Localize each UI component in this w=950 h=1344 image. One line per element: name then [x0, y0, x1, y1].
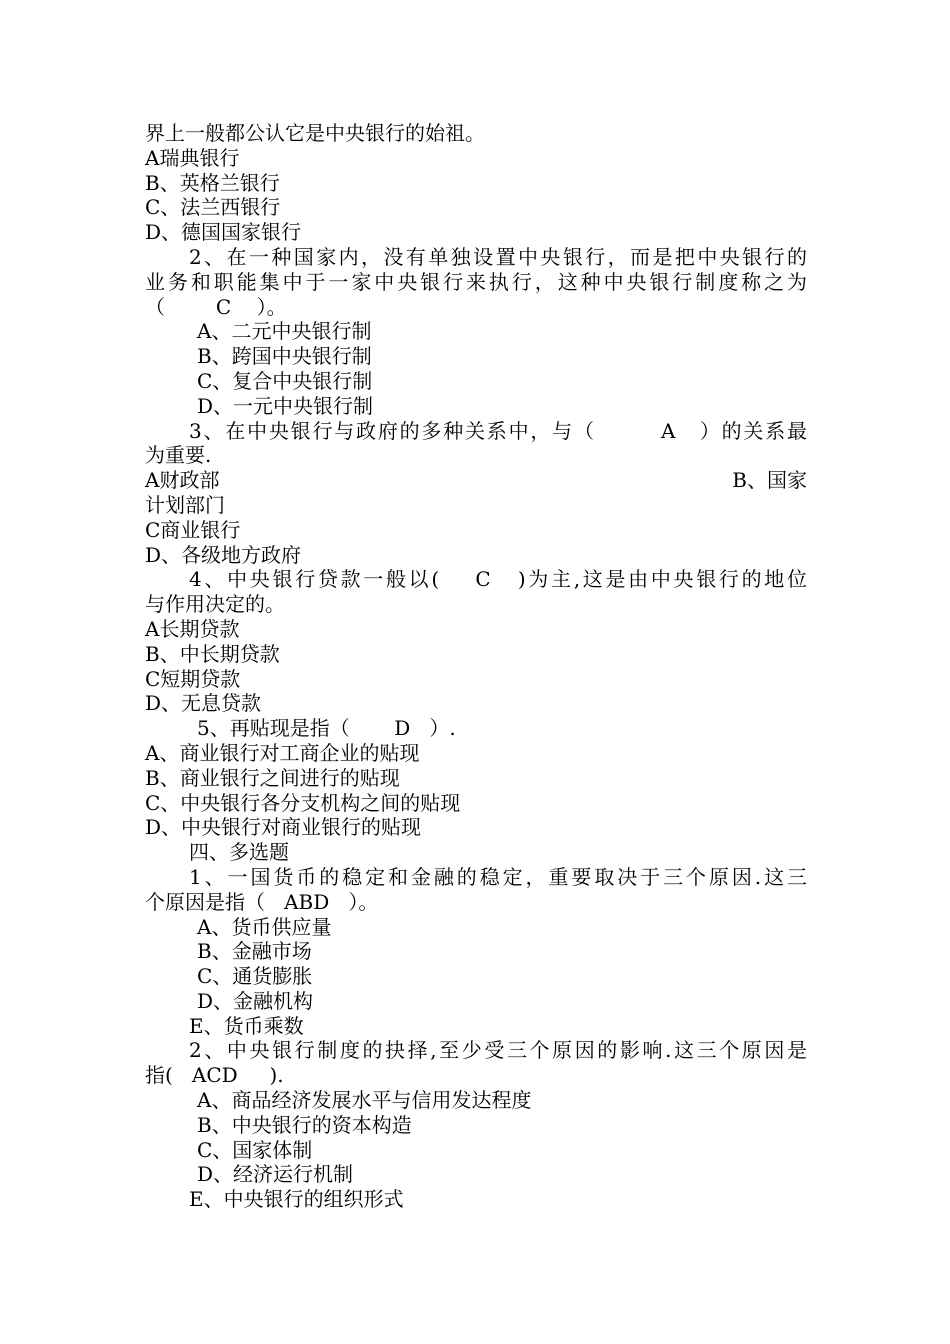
m1-stem-line2: 个原因是指（ ABD ）。: [145, 889, 379, 914]
q1-option-c: C、法兰西银行: [145, 195, 281, 220]
m2-option-b: B、中央银行的资本构造: [197, 1112, 412, 1137]
q4-option-a: A长期贷款: [145, 616, 240, 641]
m1-option-b: B、金融市场: [197, 939, 312, 964]
q3-option-d: D、各级地方政府: [145, 542, 302, 567]
q5-option-d: D、中央银行对商业银行的贴现: [145, 815, 422, 840]
q4-option-b: B、中长期贷款: [145, 641, 280, 666]
q3-stem-line1: 3、在中央银行与政府的多种关系中，与（ A ）的关系最: [189, 418, 807, 443]
section-heading: 四、多选题: [189, 840, 289, 865]
m2-option-a: A、商品经济发展水平与信用发达程度: [197, 1088, 532, 1113]
q3-option-a: A财政部: [145, 468, 220, 493]
m1-option-d: D、金融机构: [197, 988, 314, 1013]
q2-stem-line1: 2、在一种国家内，没有单独设置中央银行，而是把中央银行的: [189, 244, 807, 269]
m2-option-d: D、经济运行机制: [197, 1162, 354, 1187]
m2-option-e: E、中央银行的组织形式: [189, 1187, 404, 1212]
q4-stem-line2: 与作用决定的。: [145, 592, 285, 617]
q3-option-b-part2: 计划部门: [145, 492, 225, 517]
m2-option-c: C、国家体制: [197, 1137, 313, 1162]
m2-stem-line2: 指( ACD ).: [145, 1063, 284, 1088]
m2-stem-line1: 2、中央银行制度的抉择,至少受三个原因的影响.这三个原因是: [189, 1038, 807, 1063]
m1-stem-line1: 1、一国货币的稳定和金融的稳定，重要取决于三个原因.这三: [189, 864, 807, 889]
q4-stem-line1: 4、中央银行贷款一般以( C )为主,这是由中央银行的地位: [189, 567, 807, 592]
q3-option-b-part1: B、国家: [732, 468, 807, 493]
q3-option-row: [145, 468, 807, 493]
q4-option-c: C短期贷款: [145, 666, 241, 691]
q5-option-b: B、商业银行之间进行的贴现: [145, 765, 400, 790]
q3-option-c: C商业银行: [145, 517, 241, 542]
document-page: [145, 121, 807, 1212]
q2-option-c: C、复合中央银行制: [197, 368, 373, 393]
q2-option-d: D、一元中央银行制: [197, 393, 374, 418]
q1-option-a: A瑞典银行: [145, 145, 240, 170]
q2-stem-line2: 业务和职能集中于一家中央银行来执行，这种中央银行制度称之为: [145, 269, 807, 294]
q2-stem-line3: （ C ）。: [145, 294, 287, 319]
q5-option-c: C、中央银行各分支机构之间的贴现: [145, 790, 461, 815]
m1-option-e: E、货币乘数: [189, 1013, 304, 1038]
q4-option-d: D、无息贷款: [145, 691, 262, 716]
q1-stem-tail: 界上一般都公认它是中央银行的始祖。: [145, 121, 485, 145]
q5-stem: 5、再贴现是指（ D ）.: [197, 716, 456, 741]
q1-option-b: B、英格兰银行: [145, 170, 280, 195]
m1-option-c: C、通货膨胀: [197, 964, 313, 989]
q5-option-a: A、商业银行对工商企业的贴现: [145, 740, 420, 765]
q2-option-b: B、跨国中央银行制: [197, 344, 372, 369]
q3-stem-line2: 为重要.: [145, 443, 212, 468]
q1-option-d: D、德国国家银行: [145, 220, 302, 245]
m1-option-a: A、货币供应量: [197, 914, 332, 939]
q2-option-a: A、二元中央银行制: [197, 319, 372, 344]
